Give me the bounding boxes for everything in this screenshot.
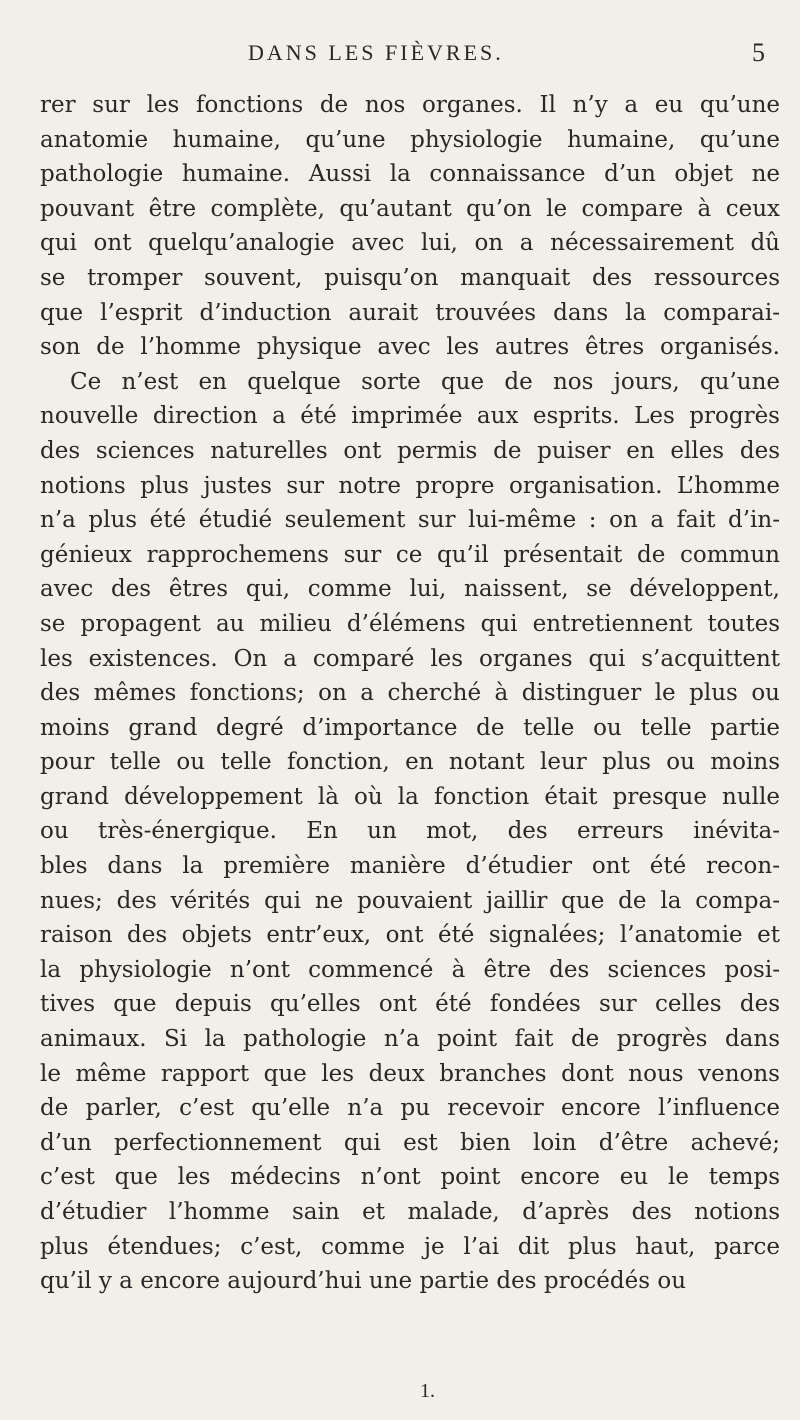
text-line: rer sur les fonctions de nos organes. Il n’y a eu qu’une bbox=[40, 92, 780, 118]
text-line: ou très-énergique. En un mot, des erreurs inévita- bbox=[40, 818, 780, 845]
text-line: bles dans la première manière d’étudier ont été recon- bbox=[40, 853, 780, 880]
text-line: des sciences naturelles ont permis de puiser en elles des bbox=[40, 437, 780, 464]
text-line: le même rapport que les deux branches dont nous venons bbox=[40, 1060, 780, 1087]
body-text bbox=[40, 88, 780, 1299]
text-line: son de l’homme physique avec les autres êtres organisés. bbox=[40, 334, 780, 361]
running-title: DANS LES FIÈVRES. bbox=[248, 40, 504, 65]
text-line: tives que depuis qu’elles ont été fondées sur celles des bbox=[40, 991, 780, 1018]
running-head bbox=[0, 40, 800, 70]
text-line: se tromper souvent, puisqu’on manquait des ressources bbox=[40, 264, 780, 291]
text-line: qu’il y a encore aujourd’hui une partie des procédés ou bbox=[40, 1268, 687, 1295]
text-line: n’a plus été étudié seulement sur lui-même : on a fait d’in- bbox=[40, 507, 780, 534]
text-line: pour telle ou telle fonction, en notant leur plus ou moins bbox=[40, 749, 780, 776]
text-line: génieux rapprochemens sur ce qu’il présentait de commun bbox=[40, 541, 780, 568]
text-line: nues; des vérités qui ne pouvaient jaillir que de la compa- bbox=[40, 887, 780, 914]
signature-mark: 1. bbox=[420, 1380, 435, 1402]
text-line: animaux. Si la pathologie n’a point fait de progrès dans bbox=[40, 1026, 780, 1053]
text-line: avec des êtres qui, comme lui, naissent, se développent, bbox=[40, 576, 780, 603]
text-line: notions plus justes sur notre propre organisation. L’homme bbox=[40, 472, 780, 499]
text-line: se propagent au milieu d’élémens qui entretiennent toutes bbox=[40, 610, 780, 637]
text-line: c’est que les médecins n’ont point encore eu le temps bbox=[40, 1164, 780, 1191]
text-line: moins grand degré d’importance de telle ou telle partie bbox=[40, 714, 780, 741]
text-line: de parler, c’est qu’elle n’a pu recevoir encore l’influence bbox=[40, 1095, 780, 1122]
text-line: les existences. On a comparé les organes qui s’acquittent bbox=[40, 645, 780, 672]
text-line: anatomie humaine, qu’une physiologie humaine, qu’une bbox=[40, 126, 780, 153]
text-line: d’étudier l’homme sain et malade, d’après des notions bbox=[40, 1199, 780, 1225]
page-number: 5 bbox=[752, 38, 765, 67]
text-line: grand développement là où la fonction était presque nulle bbox=[40, 783, 780, 810]
text-line: d’un perfectionnement qui est bien loin d’être achevé; bbox=[40, 1129, 780, 1156]
text-line: plus étendues; c’est, comme je l’ai dit plus haut, parce bbox=[40, 1233, 780, 1260]
text-line: nouvelle direction a été imprimée aux esprits. Les progrès bbox=[40, 403, 780, 430]
text-line: pouvant être complète, qu’autant qu’on le compare à ceux bbox=[40, 195, 780, 222]
text-line: des mêmes fonctions; on a cherché à distinguer le plus ou bbox=[40, 680, 780, 707]
text-line: Ce n’est en quelque sorte que de nos jours, qu’une bbox=[70, 368, 780, 395]
text-line: raison des objets entr’eux, ont été signalées; l’anatomie et bbox=[40, 922, 780, 949]
text-line: pathologie humaine. Aussi la connaissance d’un objet ne bbox=[40, 161, 780, 188]
text-line: que l’esprit d’induction aurait trouvées dans la comparai- bbox=[40, 299, 780, 326]
text-line: qui ont quelqu’analogie avec lui, on a nécessairement dû bbox=[40, 230, 780, 257]
text-line: la physiologie n’ont commencé à être des sciences posi- bbox=[40, 956, 780, 983]
